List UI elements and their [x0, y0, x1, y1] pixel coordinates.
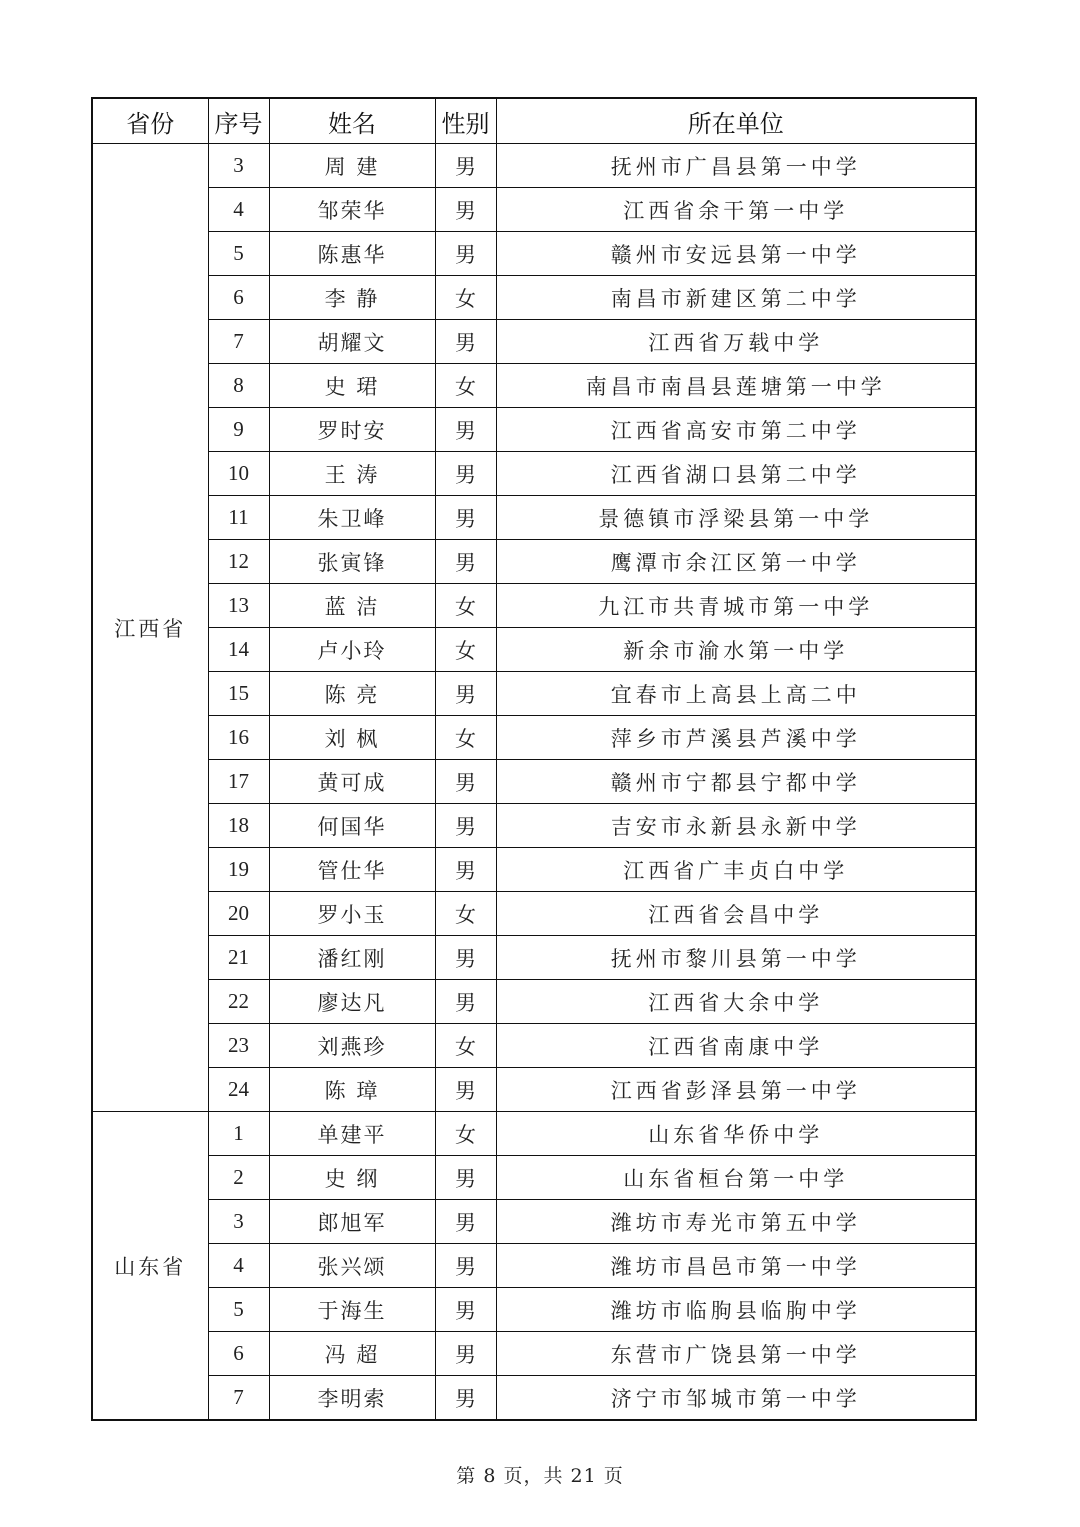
table-body — [92, 144, 976, 1421]
header-province: 省份 — [92, 98, 208, 144]
gender-cell: 男 — [435, 320, 496, 364]
name-cell: 李明索 — [269, 1376, 435, 1421]
seq-cell: 23 — [208, 1024, 269, 1068]
unit-cell: 江西省彭泽县第一中学 — [496, 1068, 976, 1112]
gender-cell: 男 — [435, 1376, 496, 1421]
gender-cell: 男 — [435, 540, 496, 584]
name-cell: 潘红刚 — [269, 936, 435, 980]
unit-cell: 南昌市新建区第二中学 — [496, 276, 976, 320]
name-cell: 廖达凡 — [269, 980, 435, 1024]
table-row — [92, 232, 976, 276]
unit-cell: 江西省万载中学 — [496, 320, 976, 364]
unit-cell: 赣州市宁都县宁都中学 — [496, 760, 976, 804]
gender-cell: 男 — [435, 408, 496, 452]
unit-cell: 宜春市上高县上高二中 — [496, 672, 976, 716]
table-row — [92, 804, 976, 848]
name-cell: 单建平 — [269, 1112, 435, 1156]
table-row — [92, 1068, 976, 1112]
name-cell: 邹荣华 — [269, 188, 435, 232]
province-cell: 江西省 — [92, 144, 208, 1112]
table-row — [92, 496, 976, 540]
unit-cell: 江西省广丰贞白中学 — [496, 848, 976, 892]
table-row — [92, 364, 976, 408]
seq-cell: 7 — [208, 320, 269, 364]
seq-cell: 4 — [208, 1244, 269, 1288]
table-row — [92, 1112, 976, 1156]
table-row — [92, 628, 976, 672]
header-name: 姓名 — [269, 98, 435, 144]
seq-cell: 7 — [208, 1376, 269, 1421]
seq-cell: 8 — [208, 364, 269, 408]
name-cell: 冯 超 — [269, 1332, 435, 1376]
name-cell: 朱卫峰 — [269, 496, 435, 540]
table-row — [92, 144, 976, 188]
table-row — [92, 320, 976, 364]
gender-cell: 女 — [435, 584, 496, 628]
table-row — [92, 1288, 976, 1332]
seq-cell: 17 — [208, 760, 269, 804]
name-cell: 陈 亮 — [269, 672, 435, 716]
unit-cell: 九江市共青城市第一中学 — [496, 584, 976, 628]
table-row — [92, 1024, 976, 1068]
table-row — [92, 716, 976, 760]
gender-cell: 女 — [435, 892, 496, 936]
seq-cell: 4 — [208, 188, 269, 232]
gender-cell: 女 — [435, 716, 496, 760]
gender-cell: 男 — [435, 1156, 496, 1200]
gender-cell: 男 — [435, 672, 496, 716]
name-cell: 于海生 — [269, 1288, 435, 1332]
unit-cell: 江西省高安市第二中学 — [496, 408, 976, 452]
name-cell: 陈惠华 — [269, 232, 435, 276]
unit-cell: 南昌市南昌县莲塘第一中学 — [496, 364, 976, 408]
unit-cell: 鹰潭市余江区第一中学 — [496, 540, 976, 584]
table-row — [92, 672, 976, 716]
table-row — [92, 760, 976, 804]
seq-cell: 5 — [208, 232, 269, 276]
gender-cell: 男 — [435, 1332, 496, 1376]
name-cell: 李 静 — [269, 276, 435, 320]
header-unit: 所在单位 — [496, 98, 976, 144]
table-row — [92, 892, 976, 936]
name-cell: 史 纲 — [269, 1156, 435, 1200]
table-row — [92, 276, 976, 320]
table-row — [92, 452, 976, 496]
seq-cell: 21 — [208, 936, 269, 980]
table-row — [92, 188, 976, 232]
gender-cell: 女 — [435, 1024, 496, 1068]
name-cell: 刘燕珍 — [269, 1024, 435, 1068]
unit-cell: 抚州市广昌县第一中学 — [496, 144, 976, 188]
seq-cell: 6 — [208, 276, 269, 320]
gender-cell: 女 — [435, 364, 496, 408]
name-cell: 陈 璋 — [269, 1068, 435, 1112]
table-row — [92, 408, 976, 452]
seq-cell: 3 — [208, 144, 269, 188]
seq-cell: 20 — [208, 892, 269, 936]
unit-cell: 江西省余干第一中学 — [496, 188, 976, 232]
name-cell: 王 涛 — [269, 452, 435, 496]
province-cell: 山东省 — [92, 1112, 208, 1421]
seq-cell: 22 — [208, 980, 269, 1024]
gender-cell: 男 — [435, 1244, 496, 1288]
table-row — [92, 980, 976, 1024]
name-cell: 张兴颂 — [269, 1244, 435, 1288]
name-cell: 卢小玲 — [269, 628, 435, 672]
gender-cell: 男 — [435, 760, 496, 804]
gender-cell: 男 — [435, 848, 496, 892]
seq-cell: 3 — [208, 1200, 269, 1244]
table-row — [92, 1332, 976, 1376]
name-cell: 郎旭军 — [269, 1200, 435, 1244]
header-seq: 序号 — [208, 98, 269, 144]
gender-cell: 男 — [435, 188, 496, 232]
seq-cell: 9 — [208, 408, 269, 452]
gender-cell: 男 — [435, 1068, 496, 1112]
unit-cell: 潍坊市昌邑市第一中学 — [496, 1244, 976, 1288]
table-row — [92, 584, 976, 628]
seq-cell: 10 — [208, 452, 269, 496]
seq-cell: 18 — [208, 804, 269, 848]
unit-cell: 吉安市永新县永新中学 — [496, 804, 976, 848]
seq-cell: 6 — [208, 1332, 269, 1376]
gender-cell: 男 — [435, 936, 496, 980]
seq-cell: 14 — [208, 628, 269, 672]
unit-cell: 景德镇市浮梁县第一中学 — [496, 496, 976, 540]
gender-cell: 男 — [435, 232, 496, 276]
table-row — [92, 1376, 976, 1421]
gender-cell: 男 — [435, 1200, 496, 1244]
table-row — [92, 936, 976, 980]
seq-cell: 24 — [208, 1068, 269, 1112]
unit-cell: 萍乡市芦溪县芦溪中学 — [496, 716, 976, 760]
seq-cell: 19 — [208, 848, 269, 892]
gender-cell: 女 — [435, 628, 496, 672]
table-header-row — [92, 98, 976, 144]
seq-cell: 12 — [208, 540, 269, 584]
unit-cell: 山东省桓台第一中学 — [496, 1156, 976, 1200]
unit-cell: 赣州市安远县第一中学 — [496, 232, 976, 276]
table-row — [92, 848, 976, 892]
gender-cell: 男 — [435, 144, 496, 188]
gender-cell: 女 — [435, 276, 496, 320]
name-cell: 张寅锋 — [269, 540, 435, 584]
page-number: 第 8 页，共 21 页 — [456, 1465, 624, 1487]
unit-cell: 山东省华侨中学 — [496, 1112, 976, 1156]
seq-cell: 1 — [208, 1112, 269, 1156]
seq-cell: 2 — [208, 1156, 269, 1200]
name-cell: 黄可成 — [269, 760, 435, 804]
gender-cell: 男 — [435, 496, 496, 540]
gender-cell: 男 — [435, 1288, 496, 1332]
name-cell: 管仕华 — [269, 848, 435, 892]
unit-cell: 江西省会昌中学 — [496, 892, 976, 936]
unit-cell: 新余市渝水第一中学 — [496, 628, 976, 672]
name-cell: 史 珺 — [269, 364, 435, 408]
unit-cell: 抚州市黎川县第一中学 — [496, 936, 976, 980]
table-row — [92, 1200, 976, 1244]
gender-cell: 女 — [435, 1112, 496, 1156]
unit-cell: 济宁市邹城市第一中学 — [496, 1376, 976, 1421]
name-cell: 周 建 — [269, 144, 435, 188]
gender-cell: 男 — [435, 452, 496, 496]
table-row — [92, 1156, 976, 1200]
seq-cell: 11 — [208, 496, 269, 540]
header-gender: 性别 — [435, 98, 496, 144]
table-row — [92, 1244, 976, 1288]
roster-table — [91, 97, 977, 1421]
seq-cell: 15 — [208, 672, 269, 716]
table-row — [92, 540, 976, 584]
unit-cell: 江西省南康中学 — [496, 1024, 976, 1068]
unit-cell: 潍坊市临朐县临朐中学 — [496, 1288, 976, 1332]
seq-cell: 5 — [208, 1288, 269, 1332]
name-cell: 罗小玉 — [269, 892, 435, 936]
gender-cell: 男 — [435, 804, 496, 848]
name-cell: 蓝 洁 — [269, 584, 435, 628]
gender-cell: 男 — [435, 980, 496, 1024]
unit-cell: 江西省湖口县第二中学 — [496, 452, 976, 496]
name-cell: 何国华 — [269, 804, 435, 848]
name-cell: 罗时安 — [269, 408, 435, 452]
unit-cell: 潍坊市寿光市第五中学 — [496, 1200, 976, 1244]
name-cell: 刘 枫 — [269, 716, 435, 760]
seq-cell: 16 — [208, 716, 269, 760]
unit-cell: 东营市广饶县第一中学 — [496, 1332, 976, 1376]
unit-cell: 江西省大余中学 — [496, 980, 976, 1024]
seq-cell: 13 — [208, 584, 269, 628]
name-cell: 胡耀文 — [269, 320, 435, 364]
